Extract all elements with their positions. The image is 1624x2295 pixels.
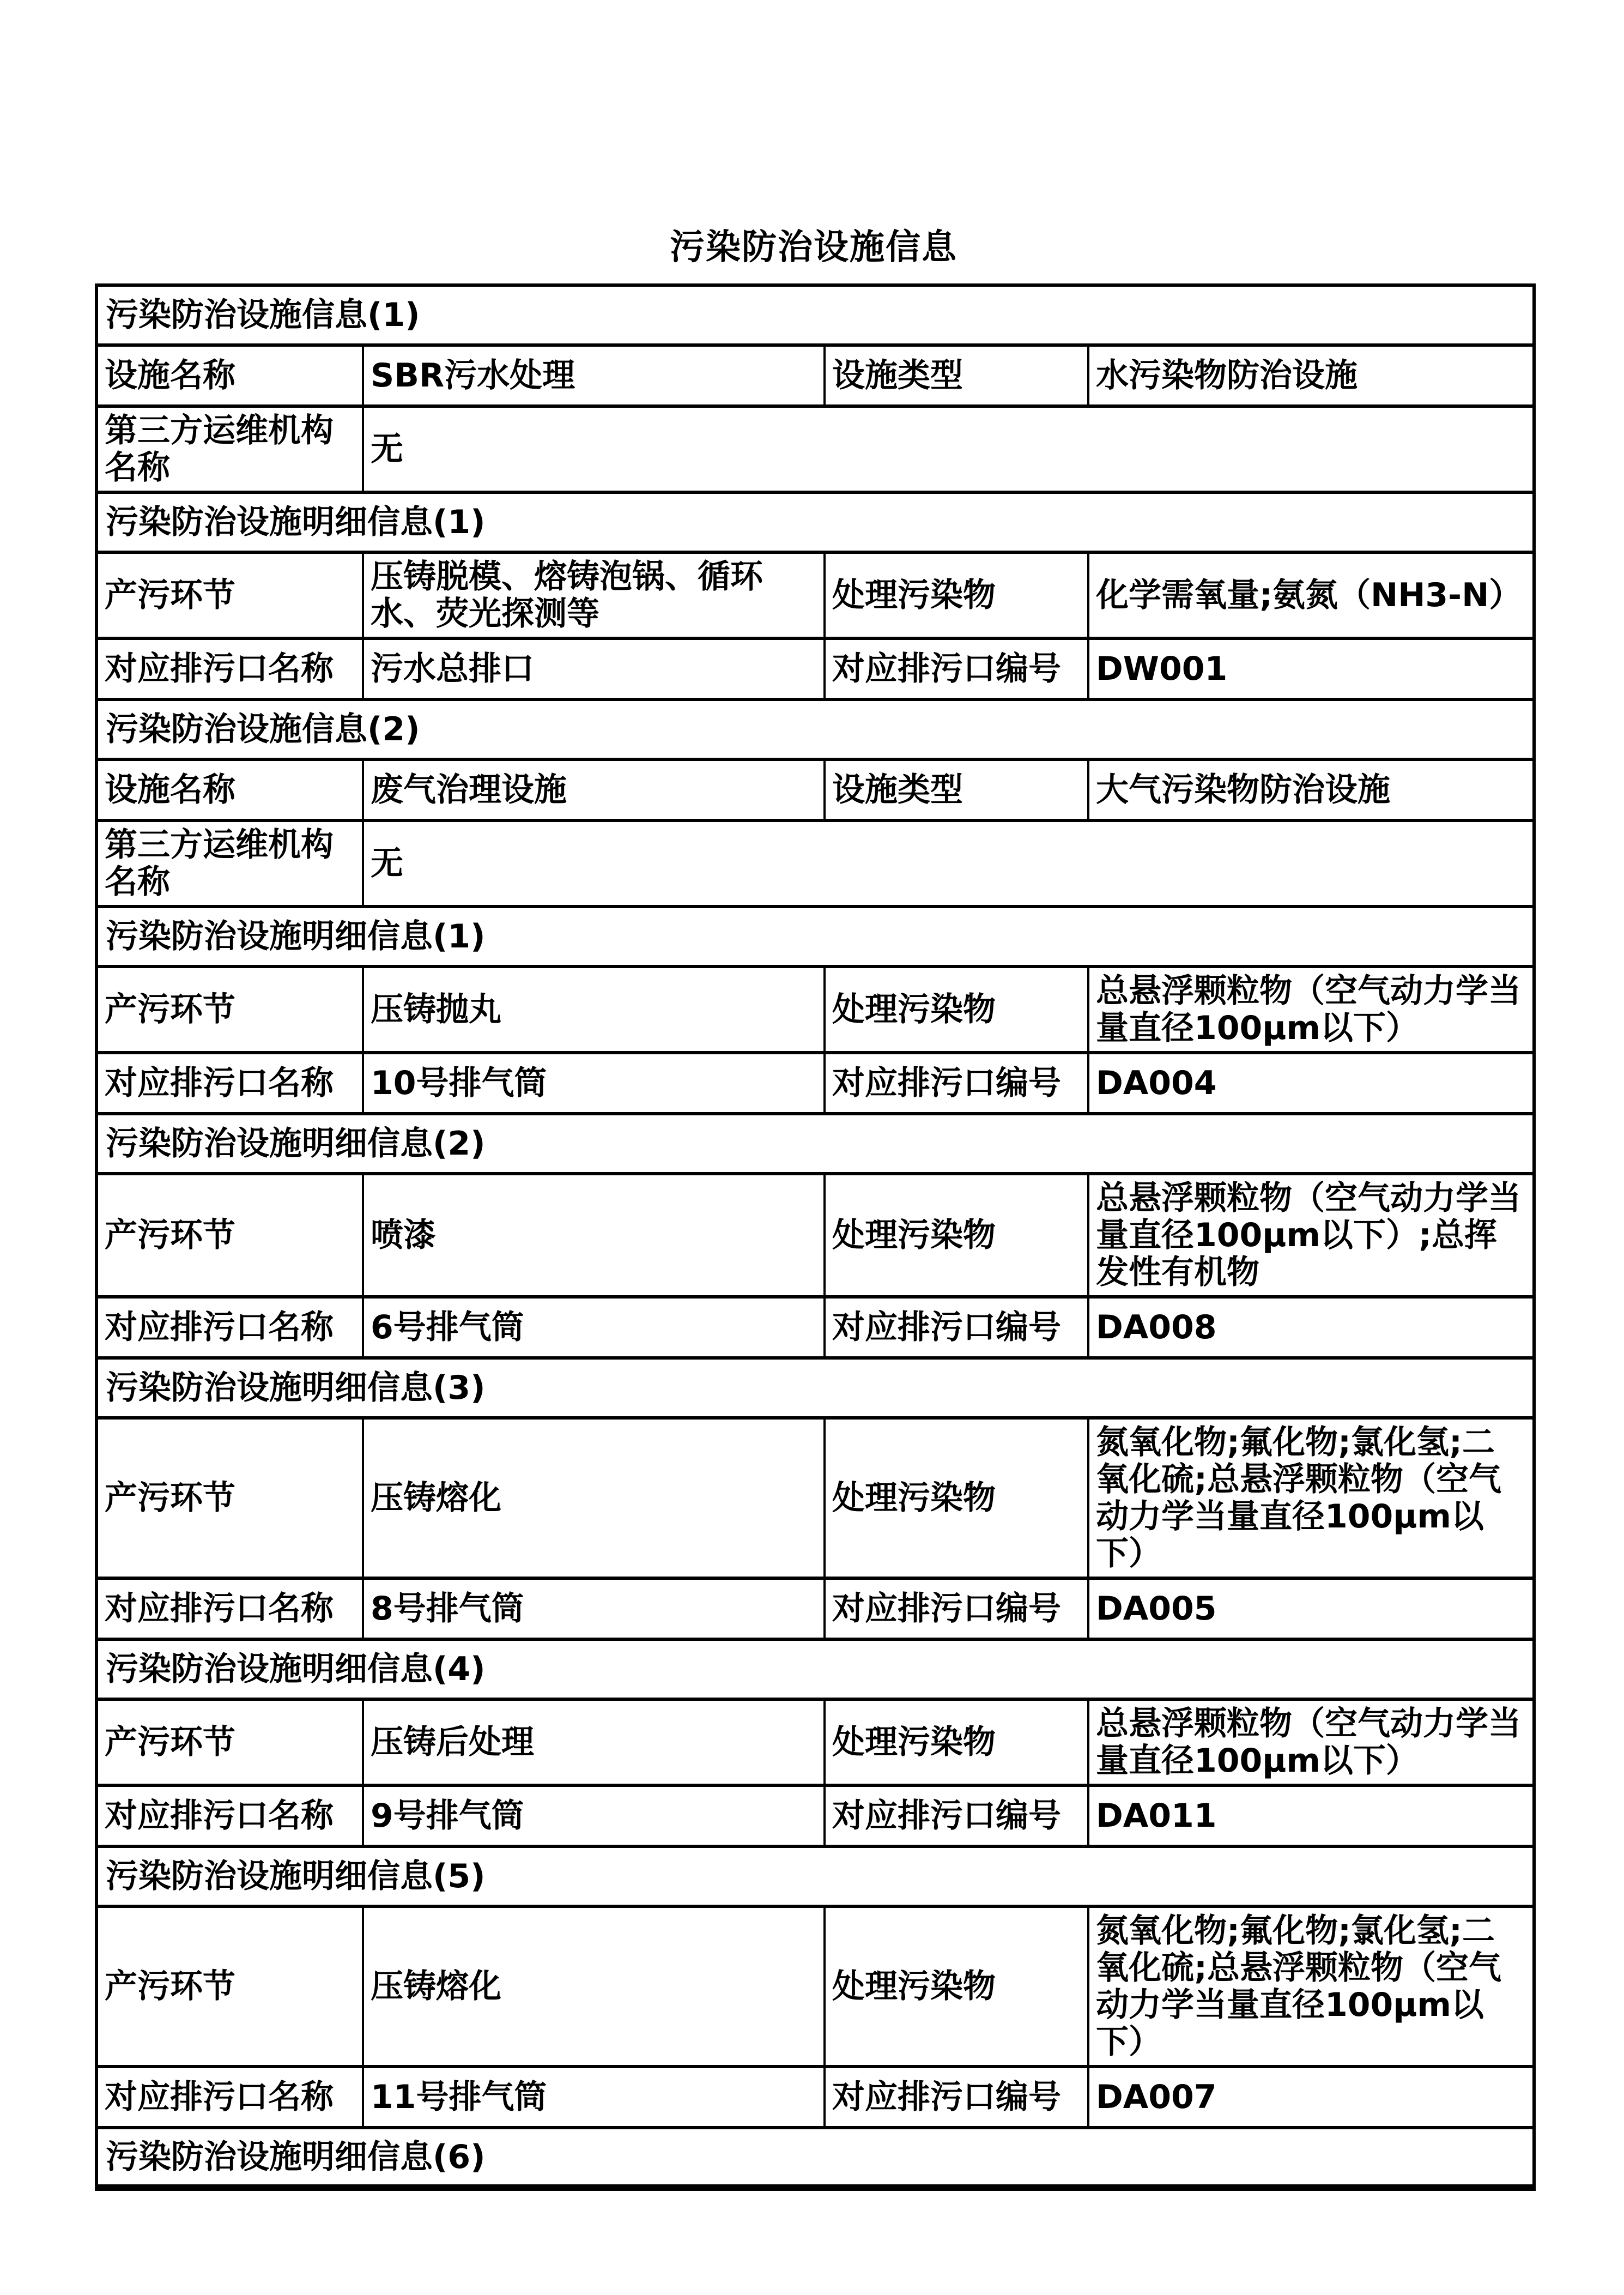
field-value: 水污染物防治设施 [1088, 345, 1534, 406]
field-label: 设施类型 [825, 345, 1088, 406]
section-row [96, 907, 1534, 967]
field-value: 10号排气筒 [363, 1053, 825, 1114]
field-value: SBR污水处理 [363, 345, 825, 406]
field-label: 产污环节 [96, 1699, 363, 1785]
field-value: 喷漆 [363, 1174, 825, 1297]
section-title: 污染防治设施明细信息(1) [96, 907, 1534, 967]
section-row [96, 1114, 1534, 1174]
field-value: 大气污染物防治设施 [1088, 759, 1534, 820]
field-label: 第三方运维机构名称 [96, 820, 363, 907]
section-row [96, 699, 1534, 759]
field-value: 11号排气筒 [363, 2067, 825, 2128]
section-row [96, 285, 1534, 345]
field-value: 无 [363, 820, 1534, 907]
field-label: 对应排污口名称 [96, 2067, 363, 2128]
field-value: 压铸后处理 [363, 1699, 825, 1785]
table-row [96, 1053, 1534, 1114]
field-label: 对应排污口名称 [96, 1053, 363, 1114]
field-value: 6号排气筒 [363, 1297, 825, 1358]
field-label: 产污环节 [96, 552, 363, 638]
field-value: 总悬浮颗粒物（空气动力学当量直径100μm以下）;总挥发性有机物 [1088, 1174, 1534, 1297]
field-value: DA005 [1088, 1578, 1534, 1639]
page-title: 污染防治设施信息 [670, 227, 958, 268]
field-label: 对应排污口编号 [825, 1053, 1088, 1114]
section-title: 污染防治设施明细信息(2) [96, 1114, 1534, 1174]
facility-table-body [96, 285, 1534, 2188]
field-label: 设施名称 [96, 759, 363, 820]
section-row [96, 2128, 1534, 2188]
field-label: 第三方运维机构名称 [96, 406, 363, 492]
section-row [96, 1358, 1534, 1418]
field-label: 对应排污口编号 [825, 2067, 1088, 2128]
field-value: 废气治理设施 [363, 759, 825, 820]
field-value: DA011 [1088, 1785, 1534, 1846]
field-value: DW001 [1088, 638, 1534, 699]
field-value: 压铸熔化 [363, 1418, 825, 1578]
table-row [96, 2067, 1534, 2128]
field-value: DA008 [1088, 1297, 1534, 1358]
field-value: 8号排气筒 [363, 1578, 825, 1639]
section-row [96, 1846, 1534, 1906]
field-label: 对应排污口编号 [825, 638, 1088, 699]
table-row [96, 1906, 1534, 2067]
field-label: 对应排污口名称 [96, 1785, 363, 1846]
table-row [96, 406, 1534, 492]
field-label: 处理污染物 [825, 552, 1088, 638]
field-value: 总悬浮颗粒物（空气动力学当量直径100μm以下） [1088, 1699, 1534, 1785]
field-label: 对应排污口名称 [96, 1578, 363, 1639]
section-title: 污染防治设施明细信息(6) [96, 2128, 1534, 2188]
field-value: 压铸熔化 [363, 1906, 825, 2067]
table-row [96, 1699, 1534, 1785]
field-value: 总悬浮颗粒物（空气动力学当量直径100μm以下） [1088, 967, 1534, 1053]
field-value: 氮氧化物;氟化物;氯化氢;二氧化硫;总悬浮颗粒物（空气动力学当量直径100μm以下） [1088, 1418, 1534, 1578]
section-title: 污染防治设施信息(1) [96, 285, 1534, 345]
field-label: 对应排污口名称 [96, 1297, 363, 1358]
table-row [96, 1578, 1534, 1639]
field-value: 压铸抛丸 [363, 967, 825, 1053]
field-label: 处理污染物 [825, 1906, 1088, 2067]
table-row [96, 1297, 1534, 1358]
field-value: 压铸脱模、熔铸泡锅、循环水、荧光探测等 [363, 552, 825, 638]
field-label: 对应排污口编号 [825, 1578, 1088, 1639]
section-row [96, 492, 1534, 552]
field-label: 对应排污口编号 [825, 1297, 1088, 1358]
table-row [96, 552, 1534, 638]
field-label: 产污环节 [96, 1174, 363, 1297]
field-value: DA004 [1088, 1053, 1534, 1114]
field-label: 设施类型 [825, 759, 1088, 820]
field-label: 设施名称 [96, 345, 363, 406]
field-label: 处理污染物 [825, 1418, 1088, 1578]
field-value: 化学需氧量;氨氮（NH3-N） [1088, 552, 1534, 638]
section-title: 污染防治设施信息(2) [96, 699, 1534, 759]
table-row [96, 1174, 1534, 1297]
table-row [96, 1785, 1534, 1846]
section-title: 污染防治设施明细信息(3) [96, 1358, 1534, 1418]
field-label: 产污环节 [96, 1418, 363, 1578]
field-label: 产污环节 [96, 967, 363, 1053]
table-row [96, 638, 1534, 699]
section-row [96, 1639, 1534, 1699]
field-value: DA007 [1088, 2067, 1534, 2128]
field-value: 氮氧化物;氟化物;氯化氢;二氧化硫;总悬浮颗粒物（空气动力学当量直径100μm以下） [1088, 1906, 1534, 2067]
field-label: 对应排污口名称 [96, 638, 363, 699]
table-row [96, 1418, 1534, 1578]
field-value: 9号排气筒 [363, 1785, 825, 1846]
section-title: 污染防治设施明细信息(1) [96, 492, 1534, 552]
table-row [96, 967, 1534, 1053]
field-label: 处理污染物 [825, 1174, 1088, 1297]
field-label: 处理污染物 [825, 1699, 1088, 1785]
field-label: 对应排污口编号 [825, 1785, 1088, 1846]
facility-info-table [95, 283, 1536, 2191]
field-value: 污水总排口 [363, 638, 825, 699]
section-title: 污染防治设施明细信息(4) [96, 1639, 1534, 1699]
section-title: 污染防治设施明细信息(5) [96, 1846, 1534, 1906]
field-label: 处理污染物 [825, 967, 1088, 1053]
table-row [96, 345, 1534, 406]
field-value: 无 [363, 406, 1534, 492]
table-row [96, 759, 1534, 820]
table-row [96, 820, 1534, 907]
field-label: 产污环节 [96, 1906, 363, 2067]
